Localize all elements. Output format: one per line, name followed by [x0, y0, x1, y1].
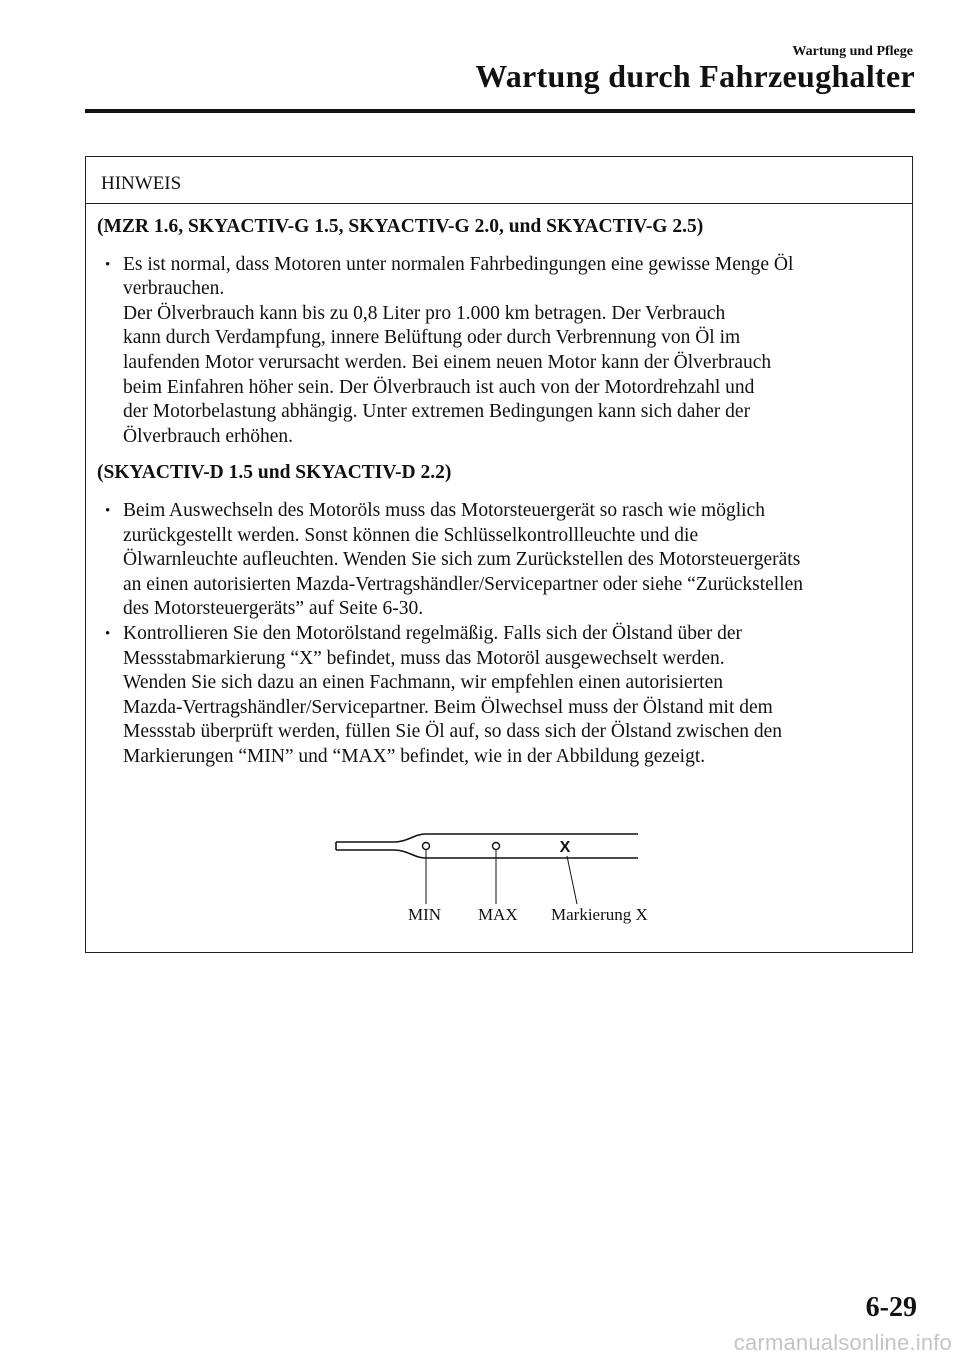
bullet-line: laufenden Motor verursacht werden. Bei einem neuen Motor kann der Ölverbrauch [123, 351, 772, 373]
max-mark-icon [493, 843, 500, 850]
note-box [85, 156, 913, 953]
bullet-line: Es ist normal, dass Motoren unter normalen Fahrbedingungen eine gewisse Menge Öl [123, 253, 794, 275]
bullet-item [97, 622, 904, 770]
max-label: MAX [478, 905, 518, 924]
bullet-line: Der Ölverbrauch kann bis zu 0,8 Liter pro 1.000 km betragen. Der Verbrauch [123, 302, 726, 324]
bullet-line: Ölwarnleuchte aufleuchten. Wenden Sie sich zum Zurückstellen des Motorsteuergeräts [123, 549, 801, 571]
x-mark-text: X [559, 839, 571, 856]
bullet-line: beim Einfahren höher sein. Der Ölverbrauch ist auch von der Motordrehzahl und [123, 376, 755, 398]
min-mark-icon [423, 843, 430, 850]
note-header [86, 157, 912, 204]
section-title: Wartung und Pflege [792, 44, 913, 59]
page-title: Wartung durch Fahrzeughalter [475, 58, 915, 94]
header-divider [85, 109, 915, 113]
bullet-line: Messstabmarkierung “X” befindet, muss das Motoröl ausgewechselt werden. [123, 647, 725, 669]
x-mark-label: Markierung X [551, 905, 648, 924]
bullet-line: Wenden Sie sich dazu an einen Fachmann, wir empfehlen einen autorisierten [123, 672, 724, 694]
x-leader-line [567, 856, 577, 904]
bullet-line: Markierungen “MIN” und “MAX” befindet, wie in der Abbildung gezeigt. [123, 745, 706, 767]
bullet-line: Messstab überprüft werden, füllen Sie Öl auf, so dass sich der Ölstand zwischen den [123, 721, 783, 743]
page-number: 6-29 [865, 1292, 917, 1323]
bullet-line: verbrauchen. [123, 278, 225, 300]
bullet-line: Mazda-Vertragshändler/Servicepartner. Beim Ölwechsel muss der Ölstand mit dem [123, 696, 773, 718]
bullet-dot-icon: • [105, 625, 111, 642]
engine-group-heading-diesel: (SKYACTIV-D 1.5 und SKYACTIV-D 2.2) [97, 462, 452, 484]
bullet-item [97, 253, 904, 450]
bullet-line: des Motorsteuergeräts” auf Seite 6-30. [123, 598, 424, 620]
bullet-line: der Motorbelastung abhängig. Unter extremen Bedingungen kann sich daher der [123, 401, 751, 423]
bullet-line: Kontrollieren Sie den Motorölstand regelmäßig. Falls sich der Ölstand über der [123, 622, 742, 644]
dipstick-icon [336, 834, 638, 858]
bullet-line: Beim Auswechseln des Motoröls muss das Motorsteuergerät so rasch wie möglich [123, 499, 765, 521]
watermark-text: carmanualsonline.info [733, 1330, 952, 1355]
bullet-dot-icon: • [105, 256, 111, 273]
min-label: MIN [408, 905, 442, 924]
bullet-item [97, 499, 904, 622]
engine-group-heading-gasoline: (MZR 1.6, SKYACTIV-G 1.5, SKYACTIV-G 2.0, und SKYACTIV-G 2.5) [97, 216, 704, 237]
note-label: HINWEIS [101, 173, 182, 194]
bullet-dot-icon: • [105, 502, 111, 519]
bullet-line: Ölverbrauch erhöhen. [123, 425, 294, 447]
bullet-line: kann durch Verdampfung, innere Belüftung oder durch Verbrennung von Öl im [123, 327, 741, 349]
note-body [86, 215, 912, 769]
bullet-line: zurückgestellt werden. Sonst können die Schlüsselkontrollleuchte und die [123, 524, 699, 546]
bullet-line: an einen autorisierten Mazda-Vertragshändler/Servicepartner oder siehe “Zurückstellen [123, 573, 804, 595]
